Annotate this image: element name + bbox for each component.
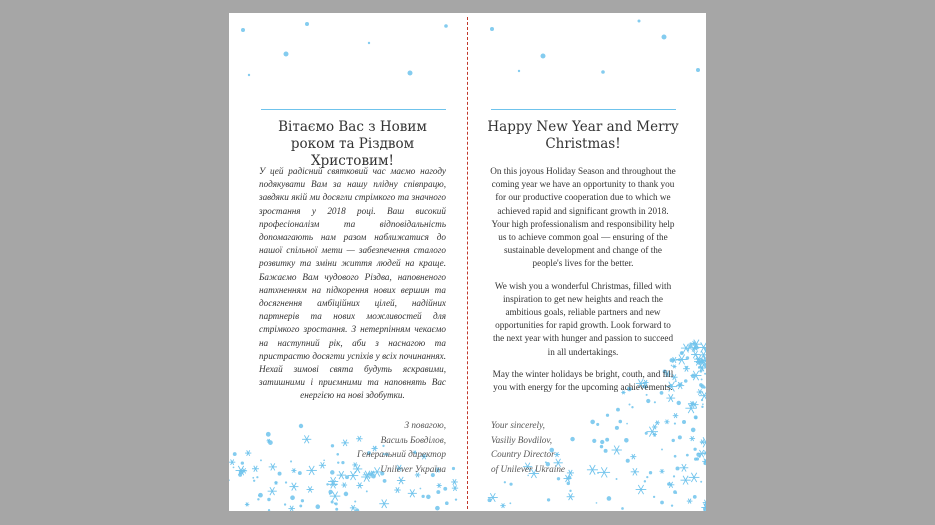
snow-dot <box>490 27 494 31</box>
snow-dot <box>601 70 605 74</box>
snow-dot <box>252 477 254 479</box>
snow-dot <box>452 467 455 470</box>
snow-dot <box>488 498 492 502</box>
snowflake-icon <box>630 454 636 459</box>
snow-dot <box>435 506 440 511</box>
snowflake-icon <box>680 464 689 471</box>
snow-dot <box>509 502 511 504</box>
signature-line: Vasiliy Bovdilov, <box>491 434 553 445</box>
snow-dot <box>691 428 696 433</box>
snow-dot <box>618 420 622 424</box>
snow-dot <box>299 424 303 428</box>
title-rule <box>491 109 676 110</box>
snow-dot <box>678 358 681 361</box>
signature <box>491 418 611 476</box>
snow-dot <box>285 481 287 483</box>
snow-dot <box>257 498 259 500</box>
snow-dot <box>674 422 676 424</box>
snow-dot <box>696 68 700 72</box>
snow-dot <box>366 490 368 492</box>
snow-dot <box>646 476 648 478</box>
page-title: Вітаємо Вас з Новим роком та Різдвом Христовим! <box>278 119 427 169</box>
snow-dot <box>331 500 334 503</box>
snowflake-icon <box>274 481 278 485</box>
snowflake-icon <box>408 489 417 497</box>
snow-dot <box>694 415 698 419</box>
snowflake-icon <box>612 446 622 455</box>
snow-dot <box>284 52 289 57</box>
snow-dot <box>241 461 244 464</box>
snow-dot <box>567 482 571 486</box>
snow-dot <box>278 472 282 476</box>
snow-dot <box>685 366 688 369</box>
snow-dot <box>681 352 683 354</box>
snow-dot <box>256 476 258 478</box>
snow-dot <box>233 452 237 456</box>
snowflake-icon <box>691 371 702 380</box>
snow-dot <box>383 479 387 483</box>
signature <box>339 418 446 476</box>
snowflake-icon <box>687 499 693 504</box>
snow-dot <box>267 498 270 501</box>
snow-dot <box>258 493 263 498</box>
snow-dot <box>682 420 686 424</box>
title-rule <box>261 109 446 110</box>
snow-dot <box>557 477 560 480</box>
snowflake-icon <box>252 466 259 472</box>
snow-dot <box>686 454 689 457</box>
snowflake-icon <box>269 463 277 470</box>
snowflake-icon <box>288 506 295 511</box>
snow-dot <box>702 403 704 405</box>
snow-dot <box>334 502 336 504</box>
snow-dot <box>290 495 295 500</box>
snow-dot <box>616 408 620 412</box>
snow-dot <box>621 507 624 510</box>
snowflake-icon <box>655 421 660 425</box>
snow-dot <box>596 502 598 504</box>
snow-dot <box>678 435 682 439</box>
snow-dot <box>260 459 262 461</box>
snow-dot <box>421 495 424 498</box>
snow-dot <box>241 28 245 32</box>
snow-dot <box>701 384 705 388</box>
snow-dot <box>331 444 334 447</box>
snow-dot <box>455 498 457 500</box>
snow-dot <box>693 495 697 499</box>
snow-dot <box>315 504 320 509</box>
snow-dot <box>676 466 680 470</box>
snow-dot <box>696 457 699 460</box>
snowflake-icon <box>289 483 298 491</box>
snowflake-icon <box>341 483 347 488</box>
snow-dot <box>701 378 703 380</box>
snowflake-icon <box>307 486 314 492</box>
snowflake-icon <box>245 450 251 455</box>
snowflake-icon <box>437 483 442 487</box>
snow-dot <box>645 432 648 435</box>
snow-dot <box>248 74 250 76</box>
greeting-paragraph: У цей радісний святковий час маємо нагоду подякувати Вам за нашу плідну співпрацю, завдяки якій ми досягли стрімкого та значного зростання у 2018 році. Ваш високий професіоналізм та відповідальність допомагають нам разом наближатися до нашої спільної мети — забезпечення сталого розвитку та зміни життя людей на краще. Бажаємо Вам чудового Різдва, наповненого натхненням на підкорення нових вершин та досягнення амбіційних цілей, надійних партнерів та нових можливостей для стрімкого зростання. З нетерпінням чекаємо на наступний рік, аби з наснагою та пристрастю досягти успіхів у всіх починаннях. Нехай зимові свята будуть яскравими, затишними і приємними та наповнять Вас енергією на нові здобутки. <box>259 166 446 401</box>
snow-dot <box>299 504 302 507</box>
snowflake-icon <box>676 355 687 365</box>
snow-dot <box>686 356 690 360</box>
fold-line <box>467 17 468 509</box>
snow-dot <box>290 460 292 462</box>
snow-dot <box>638 20 641 23</box>
snow-dot <box>509 483 512 486</box>
snow-dot <box>344 492 349 497</box>
greeting-paragraph: May the winter holidays be bright, couth, and fill you with energy for the upcoming achievements. <box>492 368 674 393</box>
snow-dot <box>607 496 612 501</box>
greeting-text <box>489 165 677 403</box>
snow-dot <box>426 495 431 500</box>
snow-dot <box>696 452 700 456</box>
snow-dot <box>696 361 698 363</box>
greeting-text <box>259 165 446 403</box>
snow-dot <box>444 24 448 28</box>
snowflake-icon <box>229 459 235 464</box>
snow-dot <box>626 459 630 463</box>
snowflake-icon <box>306 466 316 475</box>
snow-dot <box>616 478 618 480</box>
greeting-paragraph: We wish you a wonderful Christmas, filled with inspiration to get new heights and reach the ambitious goals, reliable partners and new opportunities for rapid growth. Look forward to the next year with hunger and passion to succeed in all undertakings. <box>492 280 674 357</box>
snowflake-icon <box>452 485 458 490</box>
snow-dot <box>673 475 675 477</box>
snow-dot <box>653 496 655 498</box>
snow-dot <box>704 459 706 461</box>
snow-dot <box>305 22 309 26</box>
snow-dot <box>700 481 702 483</box>
snow-dot <box>624 438 629 443</box>
snow-dot <box>268 509 270 511</box>
snow-dot <box>649 471 652 474</box>
snowflake-icon <box>356 483 363 489</box>
snow-dot <box>323 459 325 461</box>
snow-dot <box>688 344 692 348</box>
snow-dot <box>504 481 506 483</box>
snow-dot <box>615 426 619 430</box>
snow-dot <box>284 503 286 505</box>
snow-dot <box>662 35 667 40</box>
snowflake-icon <box>451 479 458 485</box>
snow-dot <box>626 423 628 425</box>
snow-dot <box>335 508 338 511</box>
snow-dot <box>329 493 331 495</box>
snowflake-icon <box>691 351 700 359</box>
snow-dot <box>671 505 673 507</box>
snow-dot <box>677 401 681 405</box>
snow-dot <box>354 500 356 502</box>
signature-line: Генеральний директор <box>357 449 446 459</box>
snowflake-icon <box>689 436 695 441</box>
snowflake-icon <box>664 420 669 424</box>
snow-dot <box>704 373 706 375</box>
snow-dot <box>661 448 663 450</box>
snow-dot <box>569 490 571 492</box>
snowflake-icon <box>652 425 657 430</box>
snow-dot <box>660 501 664 505</box>
snowflake-icon <box>319 462 326 468</box>
snow-dot <box>298 471 302 475</box>
snow-dot <box>420 488 422 490</box>
snow-dot <box>518 70 520 72</box>
snowflake-icon <box>631 468 639 475</box>
snowflake-icon <box>291 468 296 472</box>
snow-dot <box>701 406 703 408</box>
snow-dot <box>693 448 696 451</box>
snow-dot <box>644 480 646 482</box>
snowflake-icon <box>394 487 401 493</box>
snow-dot <box>547 498 550 501</box>
snow-dot <box>443 487 447 491</box>
snow-dot <box>606 414 609 417</box>
snowflake-icon <box>699 351 706 359</box>
snow-dot <box>301 499 304 502</box>
snow-dot <box>233 466 235 468</box>
signature-line: Василь Бовділов, <box>380 434 446 445</box>
snowflake-icon <box>397 477 405 484</box>
signature-line: of Unilever Ukraine <box>491 463 565 474</box>
snow-dot <box>445 501 449 505</box>
snowflake-icon <box>673 413 679 418</box>
snow-dot <box>229 479 230 481</box>
snow-dot <box>355 508 359 511</box>
snowflake-icon <box>636 485 647 494</box>
signature-line: З повагою, <box>404 420 446 430</box>
snow-dot <box>674 455 677 458</box>
snow-dot <box>673 490 677 494</box>
snow-dot <box>266 432 271 437</box>
snowflake-icon <box>703 451 706 456</box>
snow-dot <box>629 404 631 406</box>
snow-dot <box>541 54 546 59</box>
snowflake-icon <box>689 473 700 482</box>
greeting-paragraph: On this joyous Holiday Season and throughout the coming year we have an opportunity to thank you for our productive cooperation due to which we achieved rapid and significant growth in 2018. Your high professionalism and responsibility help us to achieve common goal — ensuring of the sustainable development and change of the people's lives for the better. <box>490 166 676 269</box>
snow-dot <box>408 71 413 76</box>
signature-line: Country Director <box>491 449 555 459</box>
snowflake-icon <box>302 435 311 443</box>
signature-line: Unilever Україна <box>380 463 446 474</box>
snowflake-icon <box>379 499 389 507</box>
snow-dot <box>330 470 334 474</box>
page-title: Happy New Year and Merry Christmas! <box>487 119 679 152</box>
snowflake-icon <box>567 493 575 500</box>
snowflake-icon <box>268 487 277 495</box>
snow-dot <box>672 439 675 442</box>
snow-dot <box>631 406 633 408</box>
snowflake-icon <box>647 427 658 437</box>
snow-dot <box>436 490 440 494</box>
snowflake-icon <box>660 469 665 473</box>
snow-dot <box>684 379 688 383</box>
signature-line: Your sincerely, <box>491 420 545 430</box>
snowflake-icon <box>245 502 249 506</box>
snow-dot <box>368 42 370 44</box>
greeting-card <box>229 13 706 511</box>
snow-dot <box>253 480 255 482</box>
snowflake-icon <box>500 503 505 508</box>
